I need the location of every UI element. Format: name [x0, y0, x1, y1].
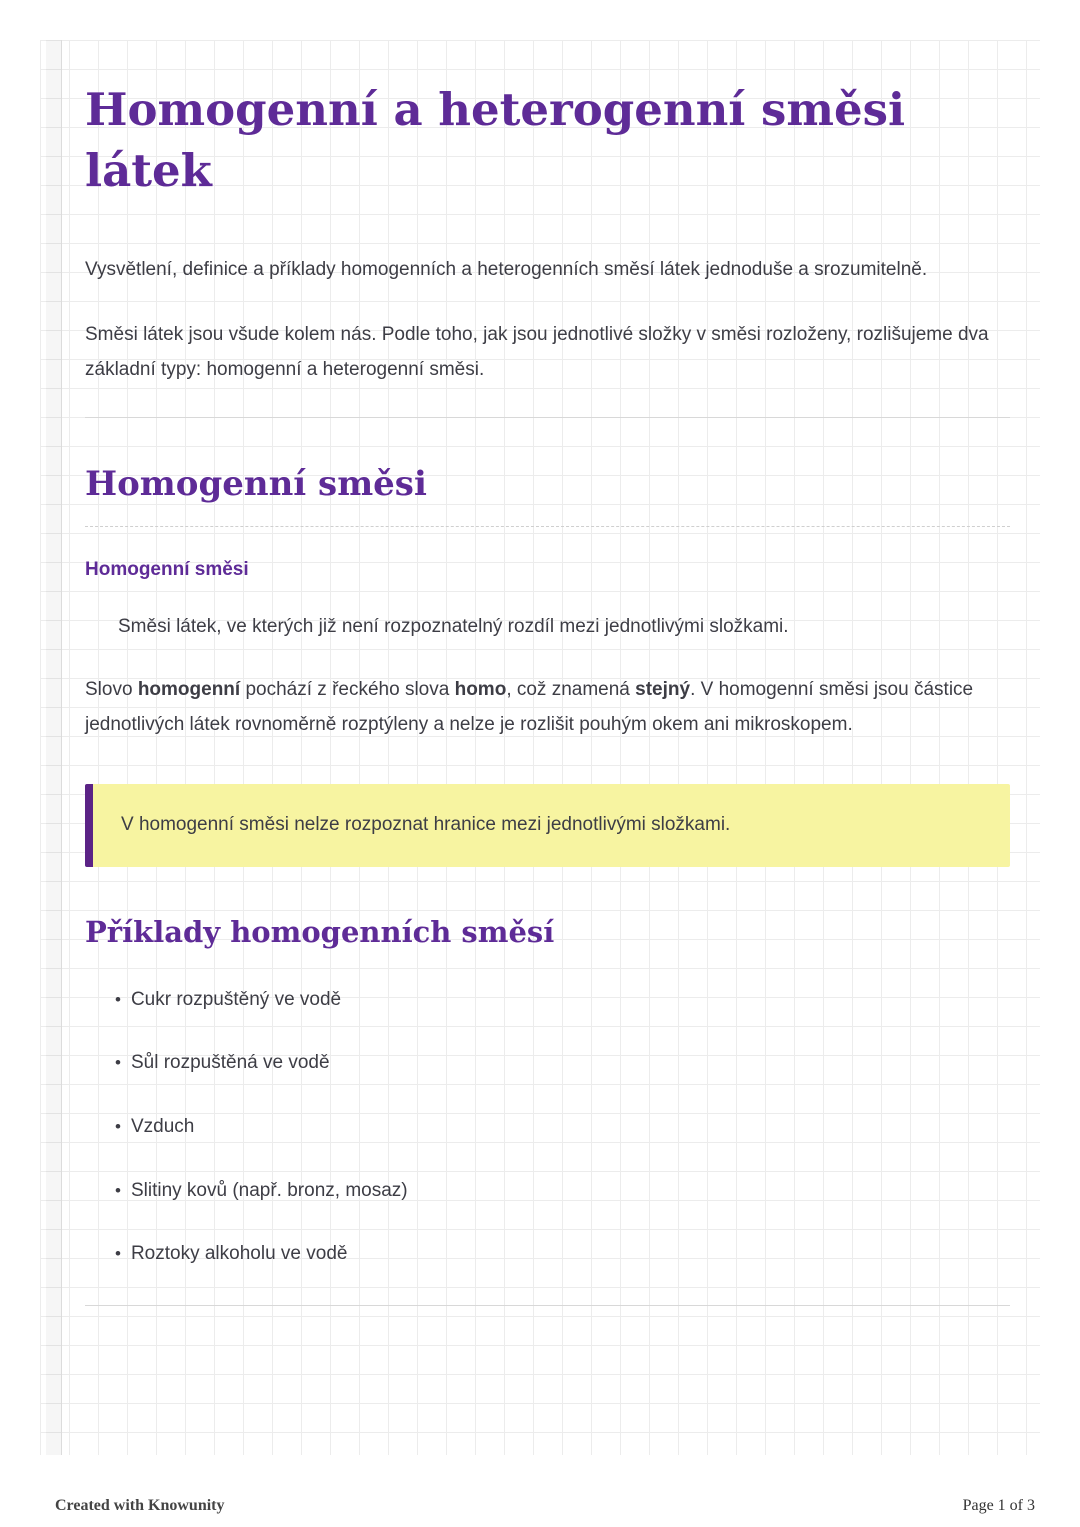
explanation-text: . V homogenní směsi jsou částice jednotlivých látek rovnoměrně rozptýleny a nelze je rozlišit pouhým okem ani mikroskopem. [85, 679, 974, 736]
bold-term-homogenni: homogenní [137, 679, 241, 701]
list-item [115, 1114, 1010, 1141]
list-item-text: Vzduch [130, 1116, 195, 1138]
callout-text: V homogenní směsi nelze rozpoznat hranice mezi jednotlivými složkami. [121, 814, 731, 836]
explanation-text: pochází z řeckého slova [240, 679, 455, 701]
explanation-paragraph [85, 672, 1010, 742]
examples-heading: Příklady homogenních směsí [85, 914, 555, 949]
list-item-text: Cukr rozpuštěný ve vodě [130, 988, 342, 1010]
footer-branding: Created with Knowunity [55, 1497, 225, 1514]
page-footer [55, 1497, 1035, 1515]
document-content [85, 68, 1010, 1306]
note-sheet [40, 40, 1040, 1455]
page-title: Homogenní a heterogenní směsi látek [85, 83, 906, 197]
explanation-text: , což znamená [506, 679, 636, 701]
list-item-text: Roztoky alkoholu ve vodě [130, 1243, 348, 1265]
definition-term: Homogenní směsi [85, 558, 249, 580]
section-heading-homogeneous: Homogenní směsi [85, 464, 1010, 527]
bullet-icon: • [115, 1244, 121, 1264]
list-item [115, 1178, 1010, 1205]
highlight-callout [85, 784, 1010, 867]
examples-list [85, 987, 1010, 1268]
bold-term-stejny: stejný [635, 679, 691, 701]
list-item [115, 1241, 1010, 1268]
bullet-icon: • [115, 989, 121, 1009]
page-number: Page 1 of 3 [962, 1497, 1035, 1514]
list-item-text: Slitiny kovů (např. bronz, mosaz) [130, 1179, 408, 1201]
list-item [115, 987, 1010, 1014]
list-item-text: Sůl rozpuštěná ve vodě [130, 1052, 330, 1074]
bold-term-homo: homo [454, 679, 507, 701]
section-divider-bottom [85, 1305, 1010, 1306]
bullet-icon: • [115, 1053, 121, 1073]
section-divider-top [85, 417, 1010, 418]
explanation-text: Slovo [85, 679, 138, 701]
definition-text: Směsi látek, ve kterých již není rozpoznatelný rozdíl mezi jednotlivými složkami. [118, 615, 789, 637]
bullet-icon: • [115, 1180, 121, 1200]
lead-paragraph: Směsi látek jsou všude kolem nás. Podle toho, jak jsou jednotlivé složky v směsi rozloženy, rozlišujeme dva základní typy: homogenní a heterogenní směsi. [85, 323, 989, 380]
bullet-icon: • [115, 1117, 121, 1137]
intro-paragraph: Vysvětlení, definice a příklady homogenních a heterogenních směsí látek jednoduše a srozumitelně. [85, 258, 928, 280]
list-item [115, 1050, 1010, 1077]
left-margin-strip [46, 40, 62, 1455]
intro-section [85, 252, 1010, 387]
